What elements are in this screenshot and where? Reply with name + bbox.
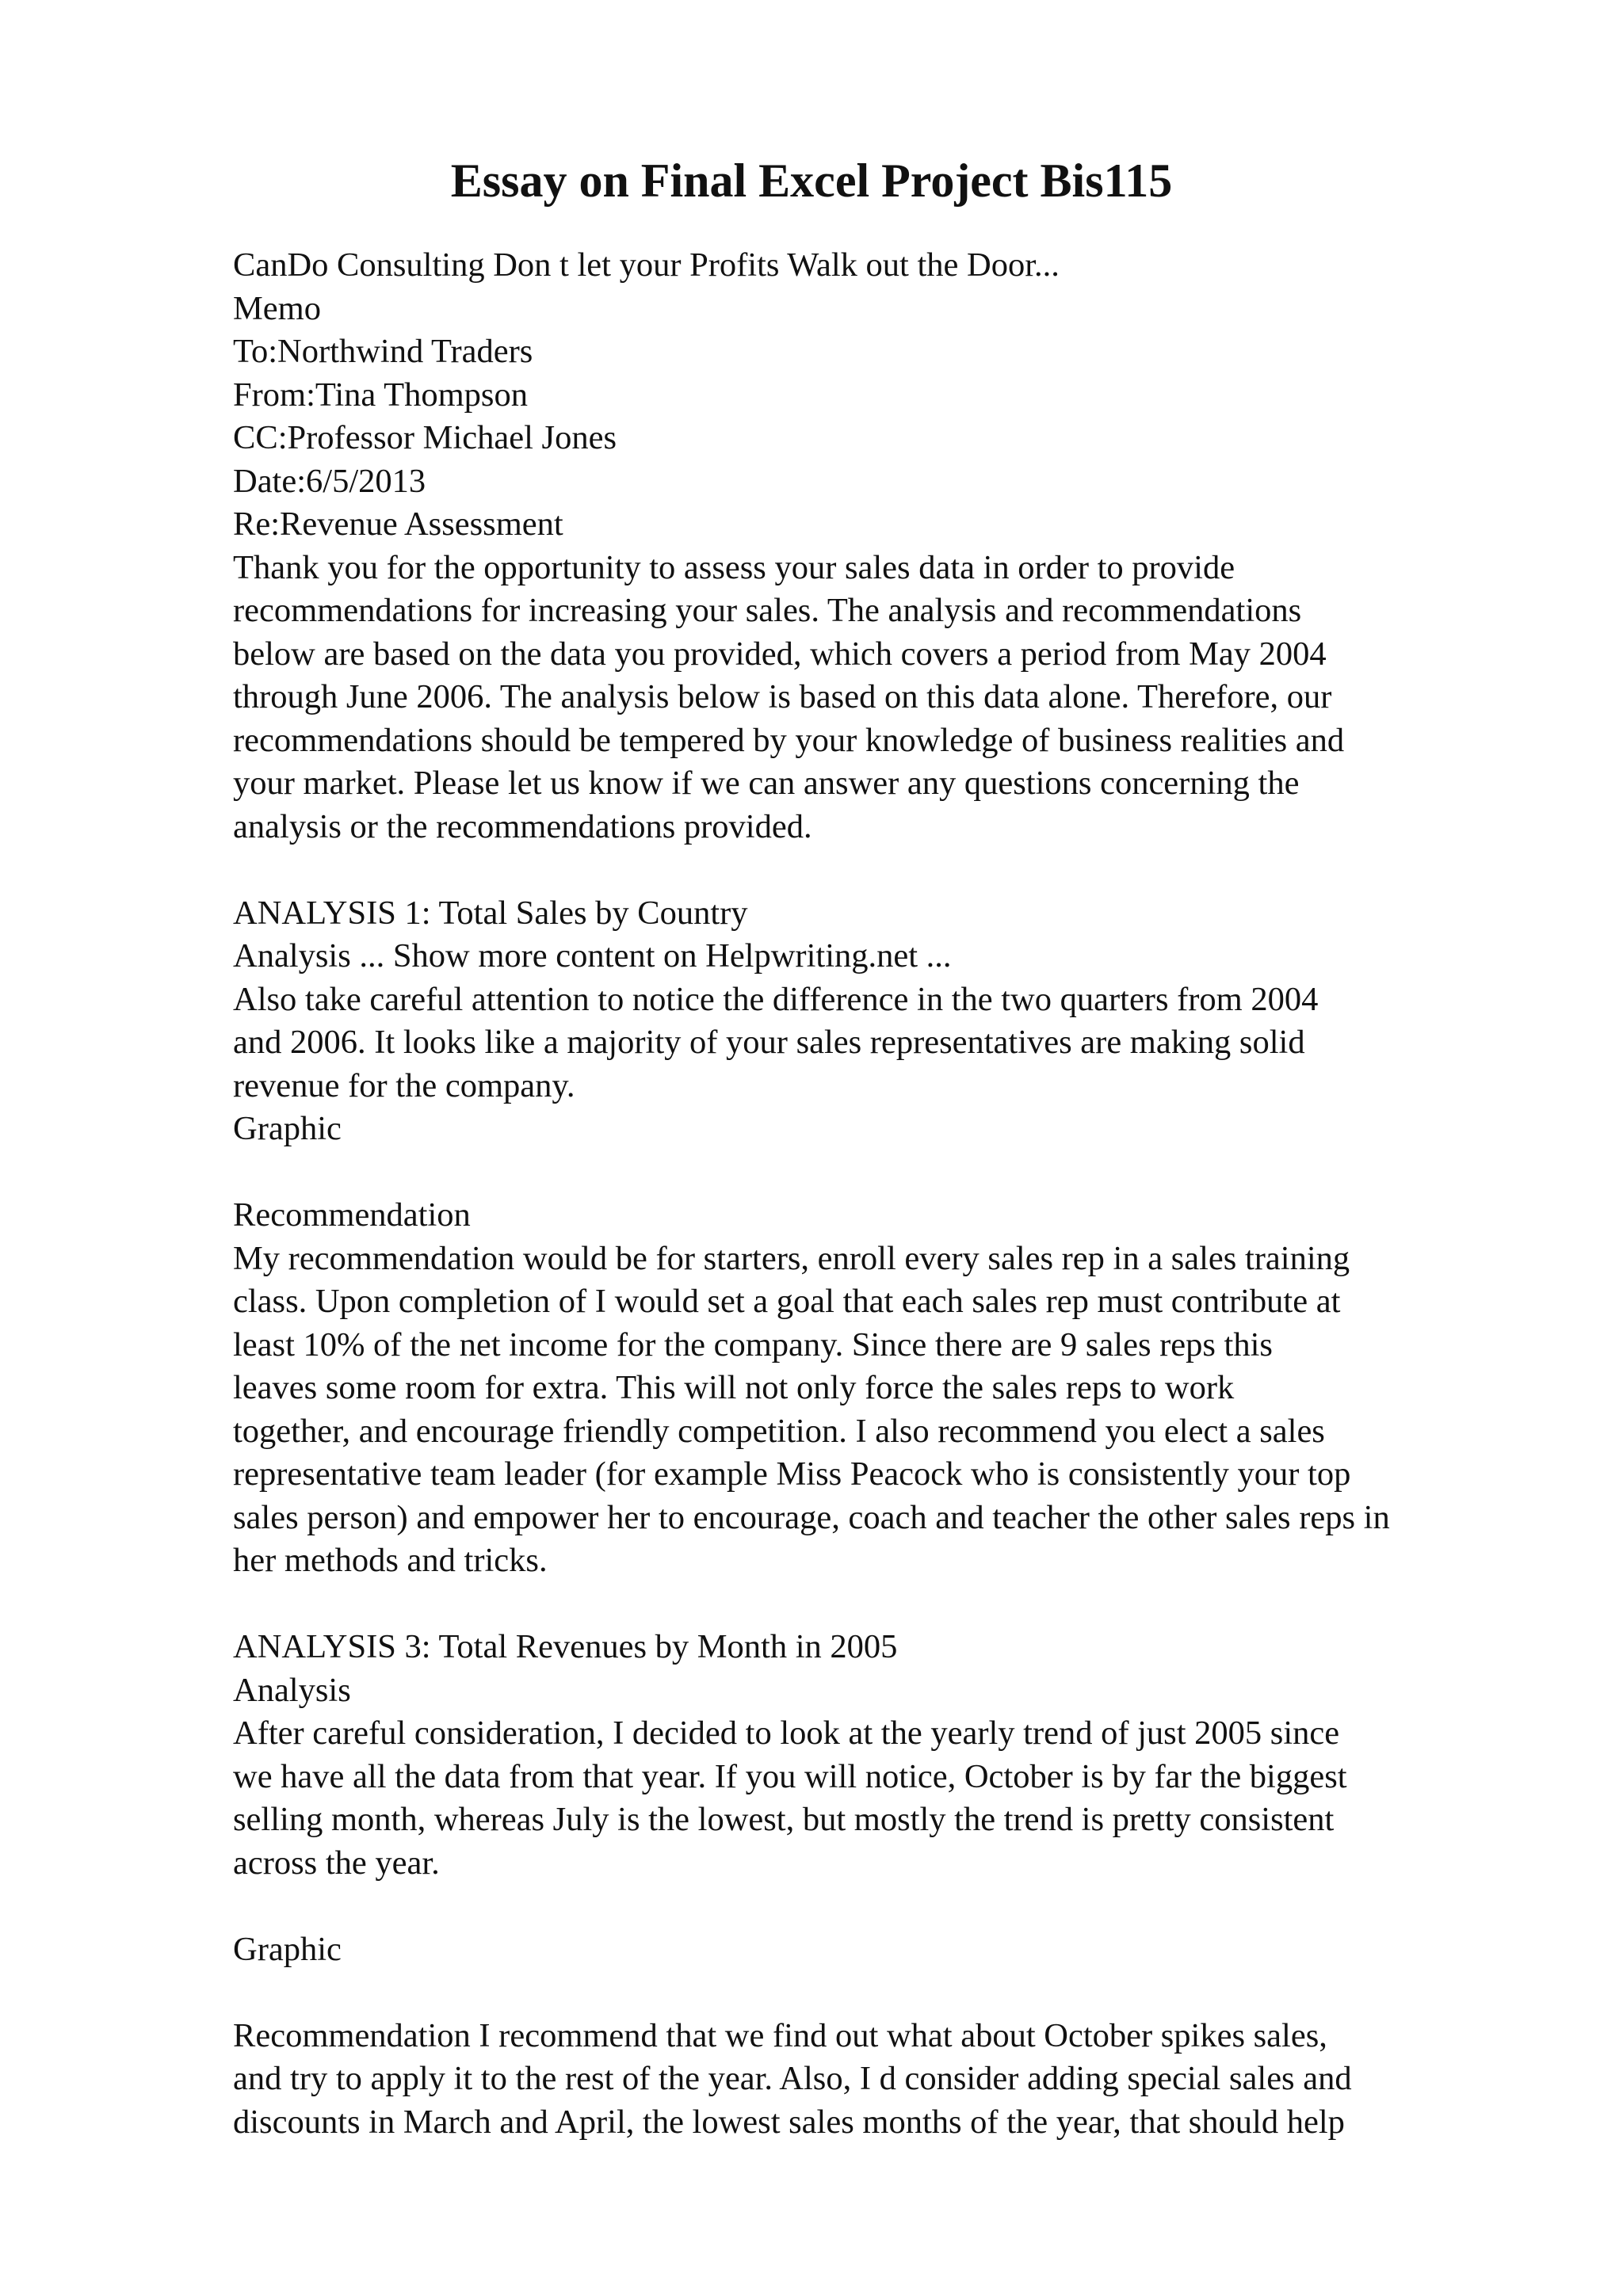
analysis-3-text: After careful consideration, I decided to look at the yearly trend of just 2005 since [233, 1714, 1340, 1752]
recommendation-text: least 10% of the net income for the company. Since there are 9 sales reps this [233, 1325, 1273, 1363]
analysis-1-text: Also take careful attention to notice the difference in the two quarters from 2004 [233, 980, 1319, 1018]
section-heading-analysis-1: ANALYSIS 1: Total Sales by Country [233, 894, 748, 932]
intro-paragraph-line: recommendations should be tempered by your knowledge of business realities and [233, 721, 1345, 759]
graphic-label: Graphic [233, 1110, 342, 1147]
blank-line [233, 1885, 1533, 1928]
blank-line [233, 1583, 1533, 1627]
memo-label: Memo [233, 289, 321, 327]
analysis-3-text: across the year. [233, 1844, 440, 1882]
document-title: Essay on Final Excel Project Bis115 [450, 154, 1173, 207]
final-recommendation-text: discounts in March and April, the lowest sales months of the year, that should help [233, 2103, 1345, 2141]
blank-line [233, 849, 1533, 892]
document-body [233, 244, 1533, 2144]
recommendation-text: sales person) and empower her to encourage, coach and teacher the other sales reps in [233, 1498, 1390, 1536]
recommendation-text: her methods and tricks. [233, 1542, 548, 1579]
intro-paragraph-line: analysis or the recommendations provided. [233, 807, 812, 845]
analysis-1-text: revenue for the company. [233, 1066, 575, 1104]
intro-paragraph-line: your market. Please let us know if we can answer any questions concerning the [233, 765, 1300, 802]
analysis-3-text: selling month, whereas July is the lowest, but mostly the trend is pretty consistent [233, 1801, 1335, 1838]
final-recommendation-text: and try to apply it to the rest of the year. Also, I d consider adding special sales and [233, 2060, 1352, 2097]
recommendation-text: leaves some room for extra. This will not only force the sales reps to work [233, 1369, 1235, 1406]
recommendation-text: class. Upon completion of I would set a goal that each sales rep must contribute at [233, 1283, 1341, 1320]
intro-paragraph-line: Thank you for the opportunity to assess your sales data in order to provide [233, 548, 1235, 586]
memo-cc: CC:Professor Michael Jones [233, 419, 617, 456]
intro-paragraph-line: below are based on the data you provided, which covers a period from May 2004 [233, 635, 1327, 673]
analysis-label: Analysis [233, 1671, 351, 1709]
section-heading-analysis-3: ANALYSIS 3: Total Revenues by Month in 2005 [233, 1628, 898, 1665]
memo-to: To:Northwind Traders [233, 333, 533, 370]
analysis-1-text: and 2006. It looks like a majority of your sales representatives are making solid [233, 1024, 1305, 1061]
graphic-label: Graphic [233, 1930, 342, 1968]
intro-paragraph-line: through June 2006. The analysis below is based on this data alone. Therefore, our [233, 678, 1332, 715]
intro-paragraph-line: recommendations for increasing your sales. The analysis and recommendations [233, 592, 1302, 629]
memo-date: Date:6/5/2013 [233, 462, 426, 500]
recommendation-text: together, and encourage friendly competition. I also recommend you elect a sales [233, 1412, 1325, 1450]
recommendation-text: My recommendation would be for starters, enroll every sales rep in a sales training [233, 1239, 1350, 1277]
blank-line [233, 1151, 1533, 1195]
memo-re: Re:Revenue Assessment [233, 505, 563, 543]
analysis-3-text: we have all the data from that year. If you will notice, October is by far the biggest [233, 1757, 1347, 1795]
analysis-1-text: Analysis ... Show more content on Helpwriting.net ... [233, 937, 952, 974]
memo-from: From:Tina Thompson [233, 376, 528, 414]
final-recommendation-text: Recommendation I recommend that we find out what about October spikes sales, [233, 2016, 1327, 2054]
recommendation-text: representative team leader (for example Miss Peacock who is consistently your top [233, 1455, 1351, 1493]
blank-line [233, 1971, 1533, 2015]
recommendation-heading: Recommendation [233, 1196, 471, 1234]
memo-header-line: CanDo Consulting Don t let your Profits Walk out the Door... [233, 246, 1060, 284]
